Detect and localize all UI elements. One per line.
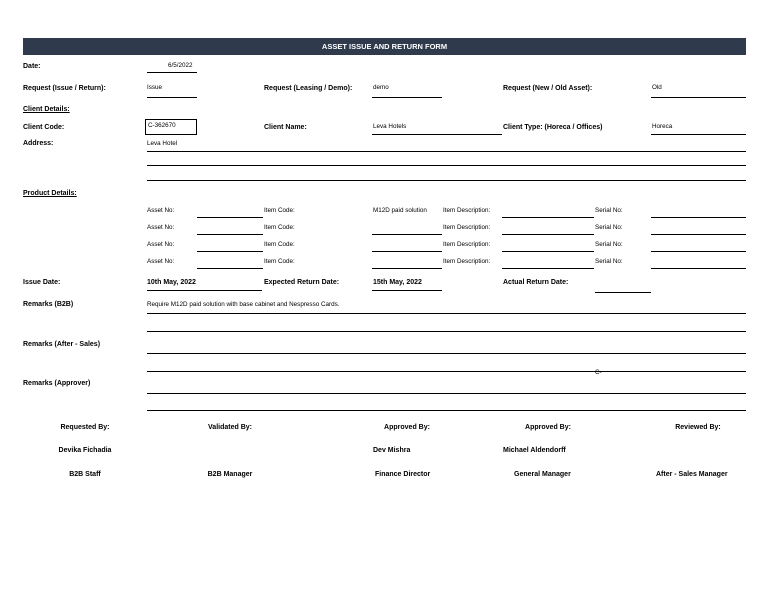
approved-by-title-2: General Manager	[514, 471, 571, 478]
reviewed-by-title: After - Sales Manager	[656, 471, 728, 478]
request-leasing-demo-value[interactable]: demo	[373, 84, 389, 91]
item-description-line[interactable]	[502, 234, 594, 235]
request-issue-return-value[interactable]: Issue	[147, 84, 163, 91]
date-label: Date:	[23, 63, 41, 70]
actual-return-label: Actual Return Date:	[503, 279, 569, 286]
serial-no-label: Serial No:	[595, 224, 623, 231]
approved-by-name-1: Dev Mishra	[373, 447, 411, 454]
requested-by-title: B2B Staff	[69, 471, 101, 478]
validated-by-label: Validated By:	[208, 424, 252, 431]
validated-by-title: B2B Manager	[207, 471, 253, 478]
product-details-heading: Product Details:	[23, 190, 77, 197]
remarks-after-sales-line-1[interactable]	[147, 353, 746, 354]
serial-no-label: Serial No:	[595, 241, 623, 248]
asset-no-label: Asset No:	[147, 207, 175, 214]
address-line-3	[147, 180, 746, 181]
item-description-line[interactable]	[502, 268, 594, 269]
approved-by-label-1: Approved By:	[384, 424, 430, 431]
client-code-value: C-362670	[148, 122, 176, 129]
item-code-label: Item Code:	[264, 207, 295, 214]
client-type-value[interactable]: Horeca	[652, 123, 673, 130]
requested-by-label: Requested By:	[60, 424, 110, 431]
issue-date-value[interactable]: 10th May, 2022	[147, 279, 196, 286]
remarks-b2b-value[interactable]: Require M12D paid solution with base cabinet and Nespresso Cards.	[147, 301, 340, 308]
item-description-label: Item Description:	[443, 207, 491, 214]
item-code-line[interactable]	[372, 268, 442, 269]
issue-return-line	[147, 97, 197, 98]
item-code-line[interactable]	[372, 251, 442, 252]
serial-no-line[interactable]	[651, 217, 746, 218]
address-line-2	[147, 165, 746, 166]
item-code-label: Item Code:	[264, 224, 295, 231]
remarks-approver-line-2	[147, 410, 746, 411]
remarks-approver-label: Remarks (Approver)	[23, 380, 91, 387]
leasing-demo-line	[372, 97, 442, 98]
actual-return-line[interactable]	[595, 292, 651, 293]
client-name-label: Client Name:	[264, 124, 307, 131]
form-title: ASSET ISSUE AND RETURN FORM	[23, 38, 746, 55]
address-label: Address:	[23, 140, 54, 147]
item-description-line[interactable]	[502, 217, 594, 218]
address-value[interactable]: Leva Hotel	[147, 140, 178, 147]
remarks-b2b-label: Remarks (B2B)	[23, 301, 74, 308]
request-new-old-value[interactable]: Old	[652, 84, 662, 91]
client-name-line	[372, 134, 502, 135]
expected-return-label: Expected Return Date:	[264, 279, 340, 286]
remarks-after-sales-label: Remarks (After - Sales)	[23, 341, 101, 348]
item-description-label: Item Description:	[443, 258, 491, 265]
date-line	[147, 72, 197, 73]
asset-no-line[interactable]	[197, 234, 263, 235]
issue-date-label: Issue Date:	[23, 279, 61, 286]
serial-no-line[interactable]	[651, 268, 746, 269]
expected-return-line	[372, 290, 442, 291]
item-code-line[interactable]	[372, 234, 442, 235]
item-code-label: Item Code:	[264, 241, 295, 248]
item-description-line[interactable]	[502, 251, 594, 252]
remarks-approver-mark: C-	[595, 369, 602, 376]
asset-no-label: Asset No:	[147, 258, 175, 265]
address-line-1	[147, 151, 746, 152]
requested-by-name: Devika Fichadia	[58, 447, 112, 454]
remarks-b2b-line-1	[147, 313, 746, 314]
asset-no-line[interactable]	[197, 268, 263, 269]
date-value[interactable]: 6/5/2022	[168, 62, 193, 69]
remarks-after-sales-line-2	[147, 371, 746, 372]
request-leasing-demo-label: Request (Leasing / Demo):	[264, 85, 353, 92]
remarks-b2b-line-2	[147, 331, 746, 332]
item-code-label: Item Code:	[264, 258, 295, 265]
approved-by-name-2: Michael Aldendorff	[503, 447, 566, 454]
remarks-approver-line-1[interactable]	[147, 393, 746, 394]
item-description-label: Item Description:	[443, 241, 491, 248]
asset-no-label: Asset No:	[147, 241, 175, 248]
issue-date-line	[147, 290, 262, 291]
item-description-label: Item Description:	[443, 224, 491, 231]
client-type-label: Client Type: (Horeca / Offices)	[503, 124, 603, 131]
client-code-label: Client Code:	[23, 124, 65, 131]
client-name-value[interactable]: Leva Hotels	[373, 123, 407, 130]
serial-no-line[interactable]	[651, 234, 746, 235]
asset-no-label: Asset No:	[147, 224, 175, 231]
client-details-heading: Client Details:	[23, 106, 70, 113]
serial-no-label: Serial No:	[595, 207, 623, 214]
approved-by-title-1: Finance Director	[375, 471, 431, 478]
new-old-line	[651, 97, 746, 98]
expected-return-value[interactable]: 15th May, 2022	[373, 279, 422, 286]
approved-by-label-2: Approved By:	[525, 424, 571, 431]
asset-no-line[interactable]	[197, 217, 263, 218]
asset-no-line[interactable]	[197, 251, 263, 252]
reviewed-by-label: Reviewed By:	[675, 424, 721, 431]
request-issue-return-label: Request (Issue / Return):	[23, 85, 106, 92]
client-type-line	[651, 134, 746, 135]
serial-no-line[interactable]	[651, 251, 746, 252]
request-new-old-label: Request (New / Old Asset):	[503, 85, 593, 92]
item-code-value[interactable]: M12D paid solution	[373, 207, 427, 214]
serial-no-label: Serial No:	[595, 258, 623, 265]
client-code-box[interactable]	[145, 119, 197, 135]
